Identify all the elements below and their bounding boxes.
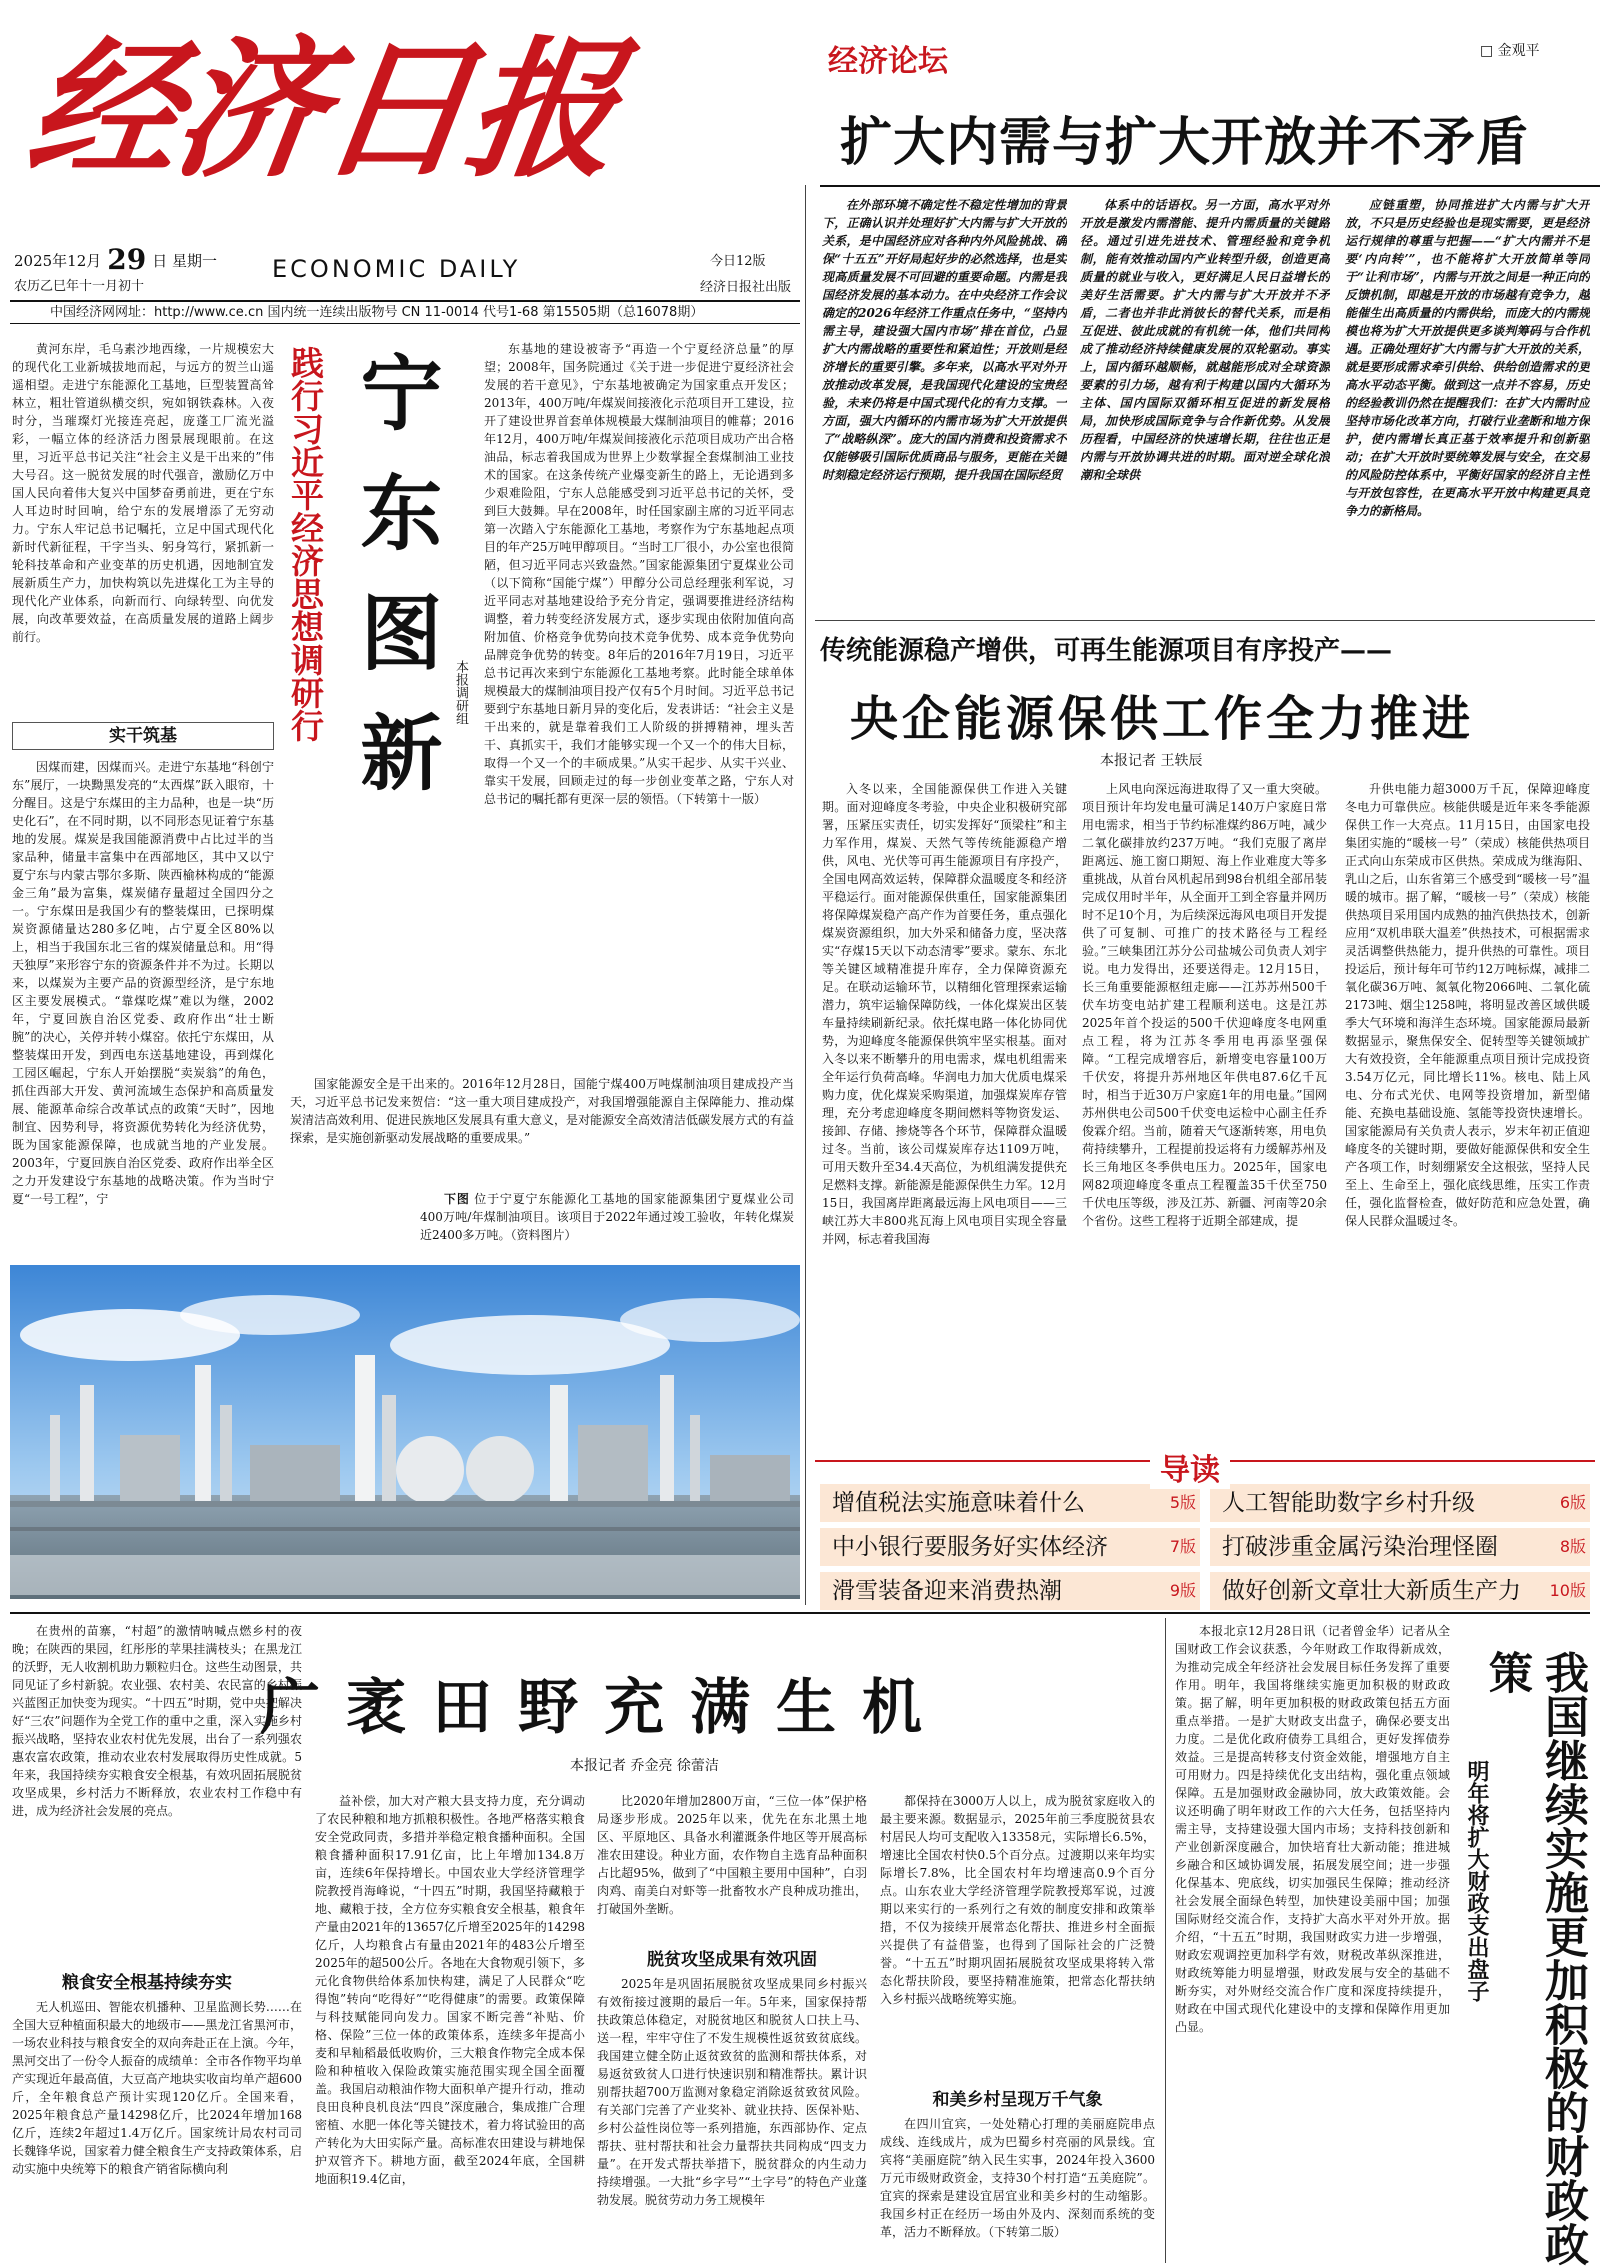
forum-column-2: 体系中的话语权。另一方面，高水平对外开放是激发内需潜能、提升内需质量的关键路径。通过引进先进技术、管理经验和竞争机制，能有效推动国内产业转型升级，创造更高质量的就业与收入，更好满足人民日益增长的美好生活需要。扩大内需与扩大开放并不矛盾，二者也并非此消彼长的替代关系，而是相互促进、彼此成就的有机统一体，他们共同构成了推动经济持续健康发展的双轮驱动。事实上，国内循环越顺畅，就越能形成对全球资源要素的引力场，越有利于构建以国内大循环为主体、国内国际双循环相互促进的新发展格局，加快形成国际竞争与合作新优势。从发展历程看，中国经济的快速增长期，往往也正是内需与开放协调共进的时期。面对逆全球化浪潮和全球供 — [1080, 198, 1330, 482]
bottom-section-rule — [10, 1612, 1590, 1614]
fields-column-4b: 在四川宜宾，一处处精心打理的美丽庭院串点成线、连线成片，成为巴蜀乡村亮丽的风景线。宜宾将“美丽庭院”纳入民生实事，2024年投入3600万元市级财政资金，支持30个村打造“五美庭院”。宜宾的探索是建设宜居宜业和美乡村的生动缩影。我国乡村正在经历一场由外及内、深刻而系统的变革，活力不断释放。（下转第二版） — [880, 2117, 1155, 2239]
fields-subhead-poverty: 脱贫攻坚成果有效巩固 — [647, 1950, 817, 1970]
coal-to-liquid-plant-photo — [10, 1265, 800, 1599]
fields-column-3b: 2025年是巩固拓展脱贫攻坚成果同乡村振兴有效衔接过渡期的最后一年。5年来，国家保持帮扶政策总体稳定，对脱贫地区和脱贫人口扶上马、送一程，牢牢守住了不发生规模性返贫致贫底线。我国建立健全防止返贫致贫的监测和帮扶体系，对易返贫致贫人口进行快速识别和精准帮扶。累计识别帮扶超700万监测对象稳定消除返贫致贫风险。有关部门完善了产业奖补、就业扶持、医保补贴、乡村公益性岗位等一系列措施，东西部协作、定点帮扶、驻村帮扶和社会力量帮扶共同构成“四支力量”。在开发式帮扶举措下，脱贫群众的内生动力持续增强。一大批“乡字号”“土字号”的特色产业蓬勃发展。脱贫劳动力务工规模年 — [597, 1977, 867, 2207]
photo-caption: 下图 位于宁夏宁东能源化工基地的国家能源集团宁夏煤业公司400万吨/年煤制油项目。该项目于2022年通过竣工验收，年转化煤炭近2400多万吨。（资料图片） — [420, 1192, 794, 1242]
feature-kicker: 践行习近平经济思想调研行 — [286, 346, 325, 742]
newspaper-title: 经济日报 — [17, 22, 627, 198]
energy-headline: 央企能源保供工作全力推进 — [850, 691, 1475, 747]
guide-item[interactable]: 增值税法实施意味着什么 5版 — [820, 1484, 1200, 1522]
english-title: ECONOMIC DAILY — [272, 255, 521, 283]
feature-column-2b: 国家能源安全是干出来的。2016年12月28日，国能宁煤400万吨煤制油项目建成投产当天，习近平总书记发来贺信：“这一重大项目建成投产，对我国增强能源自主保障能力、推动煤炭清洁高效利用、促进民族地区发展具有重大意义，是对能源安全高效清洁低碳发展方式的有益探索，是实施创新驱动发展战略的重要成果。” — [290, 1077, 794, 1145]
energy-byline: 本报记者 王轶辰 — [1100, 753, 1203, 769]
guide-title: 导读 — [1150, 1445, 1230, 1489]
fields-subhead-villages: 和美乡村呈现万千气象 — [932, 2090, 1103, 2110]
fields-column-3: 比2020年增加2800万亩，“三位一体”保护格局逐步形成。2025年以来，优先在东北黑土地区、平原地区、具备水利灌溉条件地区等开展高标准农田建设。种业方面，农作物自主选育品种面积占比超95%，做到了“中国粮主要用中国种”，白羽肉鸡、南美白对虾等一批畜牧水产良种成功推出，打破国外垄断。 — [597, 1794, 867, 1916]
issue-date: 2025年12月 29 日 星期一 — [14, 243, 218, 276]
guide-item[interactable]: 打破涉重金属污染治理怪圈 8版 — [1210, 1528, 1590, 1566]
forum-author: □ 金观平 — [1480, 43, 1540, 59]
guide-item[interactable]: 滑雪装备迎来消费热潮 9版 — [820, 1572, 1200, 1610]
feature-headline: 宁东图新 — [347, 350, 443, 830]
forum-tag: 经济论坛 — [828, 44, 948, 79]
forum-headline: 扩大内需与扩大开放并不矛盾 — [840, 113, 1530, 173]
fields-byline: 本报记者 乔金亮 徐蕾洁 — [570, 1758, 719, 1774]
feature-column-2: 东基地的建设被寄予“再造一个宁夏经济总量”的厚望；2008年，国务院通过《关于进一步促进宁夏经济社会发展的若干意见》，宁东基地被确定为国家重点开发区；2013年，400万吨/年煤炭间接液化示范项目开工建设，拉开了建设世界首套单体规模最大煤制油项目的帷幕；2016年12月，400万吨/年煤炭间接液化示范项目成功产出合格油品，标志着我国成为世界上少数掌握全套煤制油工业技术的国家。在这条传统产业爆变新生的路上，无论遇到多少艰难险阻，宁东人总能感受到习近平总书记的关怀，受到巨大鼓舞。早在2008年，时任国家副主席的习近平同志第一次踏入宁东能源化工基地，考察作为宁东基地起点项目的年产25万吨甲醇项目。“当时工厂很小，办公室也很简陋，但习近平同志兴致盎然。”国家能源集团宁夏煤业公司（以下简称“国能宁煤”）甲醇分公司总经理张利军说，习近平同志对基地建设给予充分肯定，强调要推进经济结构调整，着力转变经济发展方式，逐步实现由依附加值向高附加值、价格竞争优势向技术竞争优势、成本竞争优势向品牌竞争优势的转变。8年后的2016年7月19日，习近平总书记再次来到宁东能源化工基地考察。此时能全球单体规模最大的煤制油项目投产仅有5个月时间。习近平总书记要到宁东基地日新月异的变化后，发表讲话：“社会主义是干出来的，就是靠着我们工人阶级的拼搏精神，埋头苦干、真抓实干，我们才能够实现一个又一个的伟大目标，取得一个又一个的丰硕成果。”从实干起步、从实干兴业、靠实干发展，回顾走过的每一步创业变革之路，宁东人对总书记的嘱托都有更深一层的领悟。（下转第十一版） — [484, 342, 794, 806]
fields-column-1b: 无人机巡田、智能农机播种、卫星监测长势……在全国大豆种植面积最大的地级市——黑龙江省黑河市，一场农业科技与粮食安全的双向奔赴正在上演。今年，黑河交出了一份令人振奋的成绩单：全市各作物平均单产实现近年最高值，大豆高产地块实收亩均单产超600斤，全年粮食总产预计实现120亿斤。全国来看，2025年粮食总产量14298亿斤，比2024年增加168亿斤，连续2年超过1.4万亿斤。国家统计局农村司司长魏锋华说，国家着力健全粮食生产支持政策体系，启动实施中央统筹下的粮食产销省际横向利 — [12, 2000, 302, 2176]
fiscal-divider — [1165, 1618, 1166, 2263]
feature-column-1b: 因煤而建，因煤而兴。走进宁东基地“科创宁东”展厅，一块黝黑发亮的“太西煤”跃入眼帘，十分醒目。这是宁东煤田的主力品种，也是一块“历史化石”，在不同时期，以不同形态见证着宁东基地的发展。煤炭是我国能源消费中占比过半的当家品种，储量丰富集中在西部地区，其中又以宁夏宁东与内蒙古鄂尔多斯、陕西榆林构成的“能源金三角”最为富集，煤炭储存量超过全国四分之一。宁东煤田是我国少有的整装煤田，已探明煤炭资源储量达280多亿吨，占宁夏全区80%以上，相当于我国东北三省的煤炭储量总和。用“得天独厚”来形容宁东的资源条件并不为过。长期以来，以煤炭为主要产品的资源型经济，是宁东地区主要发展模式。“靠煤吃煤”难以为继，2002年，宁夏回族自治区党委、政府作出“壮士断腕”的决心，关停并转小煤窑。依托宁东煤田，从整装煤田开发，到西电东送基地建设，再到煤化工园区崛起，宁东人开始摆脱“卖炭翁”的角色，抓住西部大开发、黄河流域生态保护和高质量发展、能源革命综合改革试点的政策“天时”，因地制宜、因势利导，将资源优势转化为经济优势，既为国家能源保障，也成就当地的产业发展。2003年，宁夏回族自治区党委、政府作出举全区之力开发建设宁东基地的战略决策。作为当时宁夏“一号工程”，宁 — [12, 760, 274, 1206]
fields-headline: 广袤田野充满生机 — [260, 1673, 948, 1743]
fiscal-column: 本报北京12月28日讯（记者曾金华）记者从全国财政工作会议获悉，今年财政工作取得新成效，为推动完成全年经济社会发展目标任务发挥了重要作用。明年，我国将继续实施更加积极的财政政策。据了解，明年更加积极的财政政策包括五方面重点举措。一是扩大财政支出盘子，确保必要支出力度。二是优化政府债券工具组合，更好发挥债券效益。三是提高转移支付资金效能，增强地方自主可用财力。四是持续优化支出结构，强化重点领域保障。五是加强财政金融协同，放大政策效能。会议还明确了明年财政工作的六大任务，包括坚持内需主导，支持建设强大国内市场；支持科技创新和产业创新深度融合，加快培育壮大新动能；推进城乡融合和区域协调发展，拓展发展空间；进一步强化保基本、兜底线，切实加强民生保障；推动经济社会发展全面绿色转型，加快建设美丽中国；加强国际财经交流合作，支持扩大高水平对外开放。据介绍，“十五五”时期，我国财政实力进一步增强，财政宏观调控更加科学有效，财税改革纵深推进，财政统筹能力明显增强，财政发展与安全的基础不断夯实，对外财经交流合作广度和深度持续提升，财政在中国式现代化建设中的支撑和保障作用更加凸显。 — [1175, 1624, 1450, 2034]
guide-item[interactable]: 做好创新文章壮大新质生产力 10版 — [1210, 1572, 1590, 1610]
energy-kicker: 传统能源稳产增供，可再生能源项目有序投产—— — [820, 636, 1393, 666]
publisher: 经济日报社出版 — [700, 280, 792, 295]
forum-bottom-rule — [815, 620, 1595, 621]
lunar-date: 农历乙巳年十一月初十 — [14, 279, 145, 294]
forum-rule — [820, 185, 1600, 187]
energy-column-1: 入冬以来，全国能源保供工作进入关键期。面对迎峰度冬考验，中央企业积极研究部署，压紧压实责任，切实发挥好“顶梁柱”和主力军作用，煤炭、天然气等传统能源稳产增供，风电、光伏等可再生能源项目有序投产，全国电网高效运转，保障群众温暖度冬和经济平稳运行。面对能源保供重任，国家能源集团将保障煤炭稳产高产作为首要任务，重点强化煤炭资源组织，加大外采和储备力度，坚决落实“存煤15天以下动态清零”要求。蒙东、东北等关键区域精准提升库存，全力保障资源充足。在联动运输环节，以精细化管理探索运输潜力，筑牢运输保障防线，一体化煤炭出区装车量持续刷新纪录。依托煤电路一体化协同优势，为迎峰度冬能源保供筑牢坚实根基。面对入冬以来不断攀升的用电需求，煤电机组需来全年运行负荷高峰。华润电力加大优质电煤采购力度，优化煤炭采购渠道，加强煤炭库存管理，充分考虑迎峰度冬期间燃料等物资发运、接卸、存储、掺烧等各个环节，保障群众温暖过冬。当前，该公司煤炭库存达1109万吨，可用天数升至34.4天高位，为机组满发提供充足燃料支撑。新能源是能源保供生力军。12月15日，我国离岸距离最远海上风电项目——三峡江苏大丰800兆瓦海上风电项目实现全容量并网，标志着我国海 — [822, 782, 1067, 1246]
energy-column-3: 升供电能力超3000万千瓦，保障迎峰度冬电力可靠供应。核能供暖是近年来冬季能源保供工作一大亮点。11月15日，由国家电投集团实施的“暖核一号”（荣成）核能供热项目正式向山东荣成市区供热。荣成成为继海阳、乳山之后，山东省第三个感受到“暖核一号”温暖的城市。据了解，“暖核一号”（荣成）核能供热项目采用国内成熟的抽汽供热技术，创新应用“双机串联大温差”供热技术，可根据需求灵活调整供热能力，提升供热的可靠性。项目投运后，预计每年可节约12万吨标煤，减排二氧化碳36万吨、氮氧化物2066吨、二氧化硫2173吨、烟尘1258吨，将明显改善区域供暖季大气环境和海洋生态环境。国家能源局最新数据显示，聚焦保安全、促转型等关键领域扩大有效投资，全年能源重点项目预计完成投资3.54万亿元，同比增长11%。核电、陆上风电、分布式光伏、电网等投资增加，新型储能、充换电基础设施、氢能等投资快速增长。国家能源局有关负责人表示，岁末年初正值迎峰度冬的关键时期，要做好能源保供和安全生产各项工作，时刻绷紧安全这根弦，坚持人民至上、生命至上，强化底线思维，压实工作责任，强化监督检查，做好防范和应急处置，确保人民群众温暖过冬。 — [1345, 782, 1590, 1228]
forum-column-3: 应链重塑，协同推进扩大内需与扩大开放，不只是历史经验也是现实需要，更是经济运行规律的尊重与把握——“扩大内需并不是要‘内向转’”，也不能将扩大开放简单等同于“让利市场”，内需与开放之间是一种正向的反馈机制，即越是开放的市场越有竞争力，越能催生出高质量的内需供给，而庞大的内需规模也将为扩大开放提供更多谈判筹码与合作机遇。正确处理好扩大内需与扩大开放的关系，就是要形成需求牵引供给、供给创造需求的更高水平动态平衡。做到这一点并不容易，历史的经验教训仍然在提醒我们：在扩大内需时应坚持市场化改革方向，打破行业垄断和地方保护，使内需增长真正基于效率提升和创新驱动；在扩大开放时要统筹发展与安全，在交易的风险防控体系中，平衡好国家的经济自主性与开放包容性，在更高水平开放中构建更具竞争力的新格局。 — [1345, 198, 1590, 518]
plant-illustration — [10, 1265, 800, 1599]
energy-column-2: 上风电向深远海进取得了又一重大突破。项目预计年均发电量可满足140万户家庭日常用电需求，相当于节约标准煤约86万吨，减少二氧化碳排放约237万吨。“我们克服了离岸距离远、施工窗口期短、海上作业难度大等多重挑战，从首台风机起吊到98台机组全部吊装完成仅用时半年，从全面开工到全容量并网历时不足10个月，为后续深远海风电项目开发提供了可复制、可推广的技术路径与工程经验。”三峡集团江苏分公司盐城公司负责人刘宇说。电力发得出，还要送得走。12月15日，长三角重要能源枢纽走廊——江苏苏州500千伏车坊变电站扩建工程顺利送电。这是江苏2025年首个投运的500千伏迎峰度冬电网重点工程，将为江苏冬季用电再添坚强保障。“工程完成增容后，新增变电容量100万千伏安，将提升苏州地区年供电87.6亿千瓦时，相当于近30万户家庭1年的用电量。”国网苏州供电公司500千伏变电运检中心副主任乔俊霖介绍。当前，随着天气逐渐转寒，用电负荷持续攀升，工程提前投运将有力缓解苏州及长三角地区冬季供电压力。2025年，国家电网82项迎峰度冬重点工程覆盖35千伏至750千伏电压等级，涉及江苏、新疆、河南等20余个省份。这些工程将于近期全部建成，提 — [1082, 782, 1327, 1228]
page-count: 今日12版 — [710, 254, 766, 269]
feature-column-1: 黄河东岸，毛乌素沙地西缘，一片规模宏大的现代化工业新城拔地而起，与远方的贺兰山遥遥相望。走进宁东能源化工基地，巨型装置高耸林立，粗壮管道纵横交织，宛如钢铁森林。入夜时分，当璀璨灯光接连亮起，庞蓬工厂流光溢彩，一幅立体的经济活力图景展现眼前。在这里，习近平总书记关注“社会主义是干出来的”伟大号召。这一脱贫发展的时代强音，激励亿万中国人民向着伟大复兴中国梦奋勇前进，更在宁东人耳边时时回响，给宁东的发展增添了无穷动力。宁东人牢记总书记嘱托，立足中国式现代化新时代新征程，干字当头、躬身笃行，紧抓新一轮科技革命和产业变革的历史机遇，因地制宜发展新质生产力，加快构筑以先进煤化工为主导的现代化产业体系，向新而行、向绿转型、向优发展，向改革要效益，在高质量发展的道路上阔步前行。 — [12, 342, 274, 644]
fiscal-headline: 我国继续实施更加积极的财政政策 — [1481, 1650, 1588, 2266]
guide-item[interactable]: 中小银行要服务好实体经济 7版 — [820, 1528, 1200, 1566]
registration-line: 中国经济网网址：http://www.ce.cn 国内统一连续出版物号 CN 11-0014 代号1-68 第15505期（总16078期） — [10, 300, 800, 324]
fields-intro: 在贵州的苗寨，“村超”的激情呐喊点燃乡村的夜晚；在陕西的果园，红彤彤的苹果挂满枝头；在黑龙江的沃野，无人收割机助力颗粒归仓。这些生动图景，共同见证了乡村新貌。农业强、农村美、农民富的乡村振兴蓝图正加快变为现实。“十四五”时期，党中央把解决好“三农”问题作为全党工作的重中之重，深入实施乡村振兴战略，坚持农业农村优先发展，出台了一系列强农惠农富农政策，推动农业农村发展取得历史性成就。5年来，我国持续夯实粮食安全根基，有效巩固拓展脱贫攻坚成果，乡村活力不断释放，农业农村工作稳中有进，成为经济社会发展的亮点。 — [12, 1624, 302, 1818]
masthead-logo — [17, 10, 800, 210]
fields-subhead-grain: 粮食安全根基持续夯实 — [62, 1973, 232, 1993]
fields-column-2: 益补偿，加大对产粮大县支持力度，充分调动了农民种粮和地方抓粮积极性。各地严格落实粮食安全党政同责，多措并举稳定粮食播种面积。全国粮食播种面积17.91亿亩，比上年增加134.8万亩，连续6年保持增长。中国农业大学经济管理学院教授肖海峰说，“十四五”时期，我国坚持藏粮于地、藏粮于技，全方位夯实粮食安全根基，粮食年产量由2021年的13657亿斤增至2025年的14298亿斤，人均粮食占有量由2021年的483公斤增至2025年的超500公斤。各地在大食物观引领下，多元化食物供给体系加快构建，满足了人民群众“吃得饱”转向“吃得好”“吃得健康”的需要。政策保障与科技赋能同向发力。国家不断完善“补贴、价格、保险”三位一体的政策体系，连续多年提高小麦和早籼稻最低收购价，三大粮食作物完全成本保险和种植收入保险政策实施范围实现全国全面覆盖。我国启动粮油作物大面积单产提升行动，推动良田良种良机良法“四良”深度融合，集成推广合理密植、水肥一体化等关键技术，着力将试验田的高产转化为大田实际产量。高标准农田建设与耕地保护双管齐下。耕地方面，截至2024年底，全国耕地面积19.4亿亩， — [315, 1794, 585, 2186]
guide-item[interactable]: 人工智能助数字乡村升级 6版 — [1210, 1484, 1590, 1522]
fields-column-4: 都保持在3000万人以上，成为脱贫家庭收入的最主要来源。数据显示，2025年前三季度脱贫县农村居民人均可支配收入13358元，实际增长6.5%，增速比全国农村快0.5个百分点。过渡期以来年均实际增长7.8%，比全国农村年均增速高0.9个百分点。山东农业大学经济管理学院教授郑军说，过渡期以来实行的一系列行之有效的制度安排和政策举措，不仅为接续开展常态化帮扶、推进乡村全面振兴提供了有益借鉴，也得到了国际社会的广泛赞誉。“十五五”时期巩固拓展脱贫攻坚成果将转入常态化帮扶阶段，要坚持精准施策，把常态化帮扶纳入乡村振兴战略统筹实施。 — [880, 1794, 1155, 2006]
feature-byline: 本报调研组 — [453, 660, 468, 725]
main-column-divider — [805, 185, 806, 1605]
feature-subhead: 实干筑基 — [12, 722, 274, 750]
forum-column-1: 在外部环境不确定性不稳定性增加的背景下，正确认识并处理好扩大内需与扩大开放的关系，是中国经济应对各种内外风险挑战、确保“十五五”开好局起好步的必然选择，也是实现高质量发展不可回避的重要命题。内需是我国经济发展的基本动力。在中央经济工作会议确定的2026年经济工作重点任务中，“坚持内需主导，建设强大国内市场”排在首位，凸显扩大内需战略的重要性和紧迫性；开放则是经济增长的重要引擎。多年来，以高水平对外开放推动改革发展，是我国现代化建设的宝贵经验，未来仍将是中国式现代化的有力支撑。一方面，强大内循环的内需市场为扩大开放提供了“战略纵深”。庞大的国内消费和投资需求不仅能够吸引国际优质商品与服务，更能在关键时刻稳定经济运行预期，提升我国在国际经贸 — [822, 198, 1067, 482]
fiscal-subheadline: 明年将扩大财政支出盘子 — [1464, 1760, 1490, 2002]
